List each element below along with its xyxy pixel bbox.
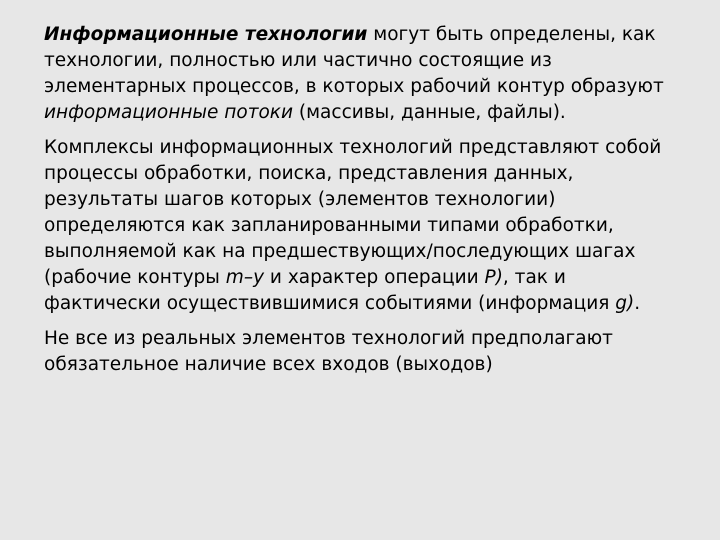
- paragraph-text: .: [634, 293, 641, 314]
- paragraph-text: могут быть определены, как технологии, полностью или частично состоящие из элементарных процессов, в которых рабочий контур образуют: [44, 24, 664, 97]
- paragraph-text: , так и фактически осуществившимися событиями (информация: [44, 267, 616, 314]
- paragraph-complexes: [44, 135, 684, 317]
- emphasis-m-y: m–y: [225, 267, 265, 288]
- paragraph-text: (массивы, данные, файлы).: [293, 102, 566, 123]
- emphasis-p: P): [484, 267, 503, 288]
- paragraph-text: и характер операции: [264, 267, 485, 288]
- paragraph-text: Не все из реальных элементов технологий предполагают обязательное наличие всех входов (выходов): [44, 328, 613, 375]
- paragraph-text: Комплексы информационных технологий представляют собой процессы обработки, поиска, представления данных, результаты шагов которых (элементов технологии) определяются как запланированными типами обработки, выполняемой как на предшествующих/последующих шагах (рабочие контуры: [44, 137, 662, 288]
- paragraph-definition: [44, 22, 684, 126]
- emphasis-g: g): [615, 293, 635, 314]
- term-information-technologies: Информационные технологии: [44, 24, 368, 45]
- text-content: [44, 22, 684, 387]
- emphasis-information-flows: информационные потоки: [44, 102, 293, 123]
- paragraph-inputs-outputs: [44, 326, 684, 378]
